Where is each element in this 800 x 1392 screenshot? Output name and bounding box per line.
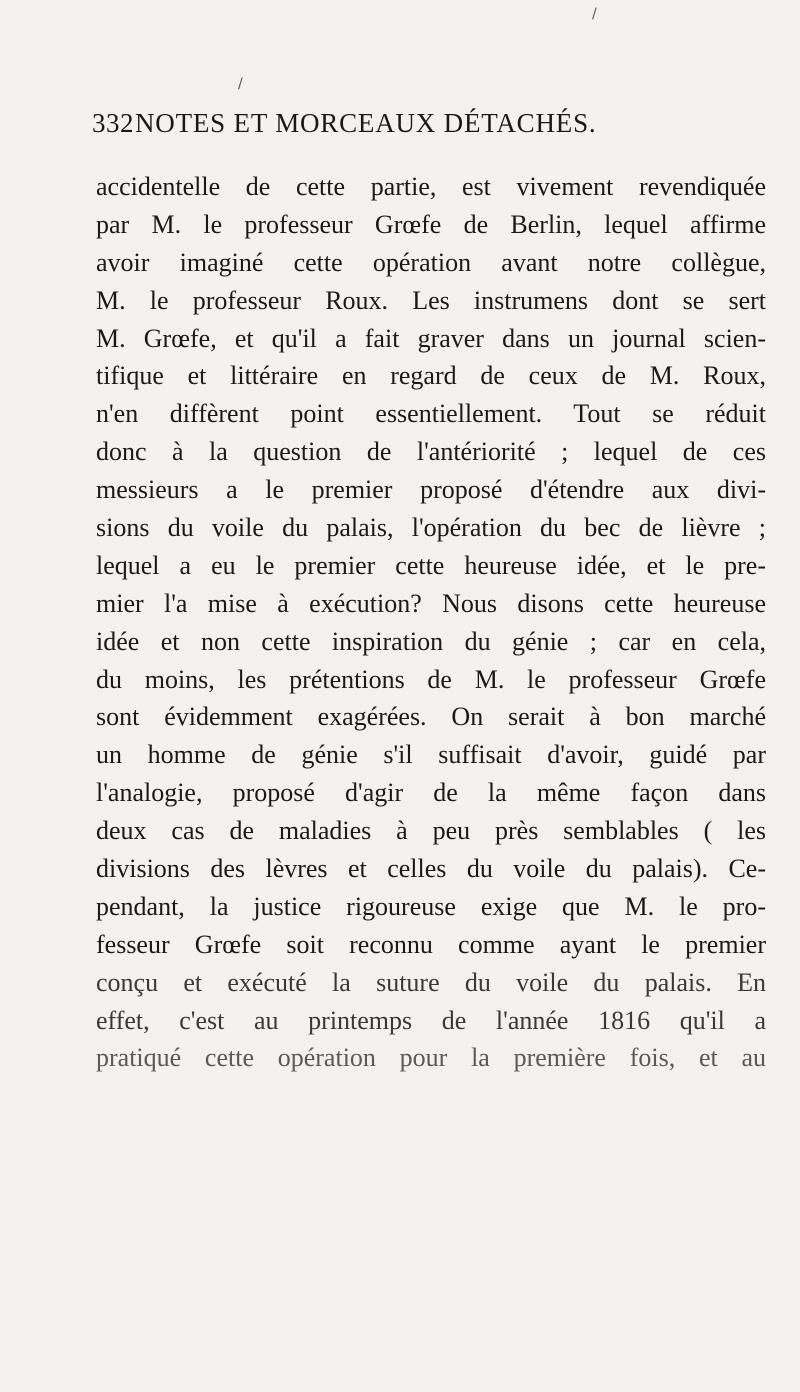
- text-line: pratiqué cette opération pour la première fois, et au: [96, 1043, 766, 1073]
- running-head: [92, 108, 712, 148]
- text-line: conçu et exécuté la suture du voile du palais. En: [96, 967, 766, 997]
- text-line: l'analogie, proposé d'agir de la même façon dans: [96, 778, 766, 808]
- text-line: fesseur Grœfe soit reconnu comme ayant le premier: [96, 929, 766, 959]
- text-line: M. Grœfe, et qu'il a fait graver dans un journal scien-: [96, 323, 766, 353]
- text-line: idée et non cette inspiration du génie ; car en cela,: [96, 626, 766, 656]
- text-line: par M. le professeur Grœfe de Berlin, lequel affirme: [96, 209, 766, 239]
- text-line: deux cas de maladies à peu près semblables ( les: [96, 816, 766, 846]
- text-line: messieurs a le premier proposé d'étendre aux divi-: [96, 475, 766, 505]
- text-line: effet, c'est au printemps de l'année 1816 qu'il a: [96, 1005, 766, 1035]
- text-line: avoir imaginé cette opération avant notre collègue,: [96, 247, 766, 277]
- ink-mark-icon: /: [592, 6, 597, 22]
- text-line: accidentelle de cette partie, est vivement revendiquée: [96, 172, 766, 201]
- text-line: M. le professeur Roux. Les instrumens dont se sert: [96, 285, 766, 315]
- body-text: [96, 168, 766, 1077]
- running-title: NOTES ET MORCEAUX DÉTACHÉS.: [135, 108, 597, 138]
- text-line: un homme de génie s'il suffisait d'avoir, guidé par: [96, 740, 766, 770]
- text-line: n'en diffèrent point essentiellement. Tout se réduit: [96, 399, 766, 429]
- text-line: pendant, la justice rigoureuse exige que M. le pro-: [96, 891, 766, 921]
- text-line: tifique et littéraire en regard de ceux de M. Roux,: [96, 361, 766, 391]
- text-line: donc à la question de l'antériorité ; lequel de ces: [96, 437, 766, 467]
- text-line: divisions des lèvres et celles du voile du palais). Ce-: [96, 854, 766, 884]
- text-line: mier l'a mise à exécution? Nous disons cette heureuse: [96, 588, 766, 618]
- text-line: lequel a eu le premier cette heureuse idée, et le pre-: [96, 550, 766, 580]
- text-line: sont évidemment exagérées. On serait à bon marché: [96, 702, 766, 732]
- text-line: sions du voile du palais, l'opération du bec de lièvre ;: [96, 513, 766, 543]
- ink-mark-icon: /: [238, 76, 243, 92]
- page-number: 332: [92, 108, 134, 138]
- text-line: du moins, les prétentions de M. le professeur Grœfe: [96, 664, 766, 694]
